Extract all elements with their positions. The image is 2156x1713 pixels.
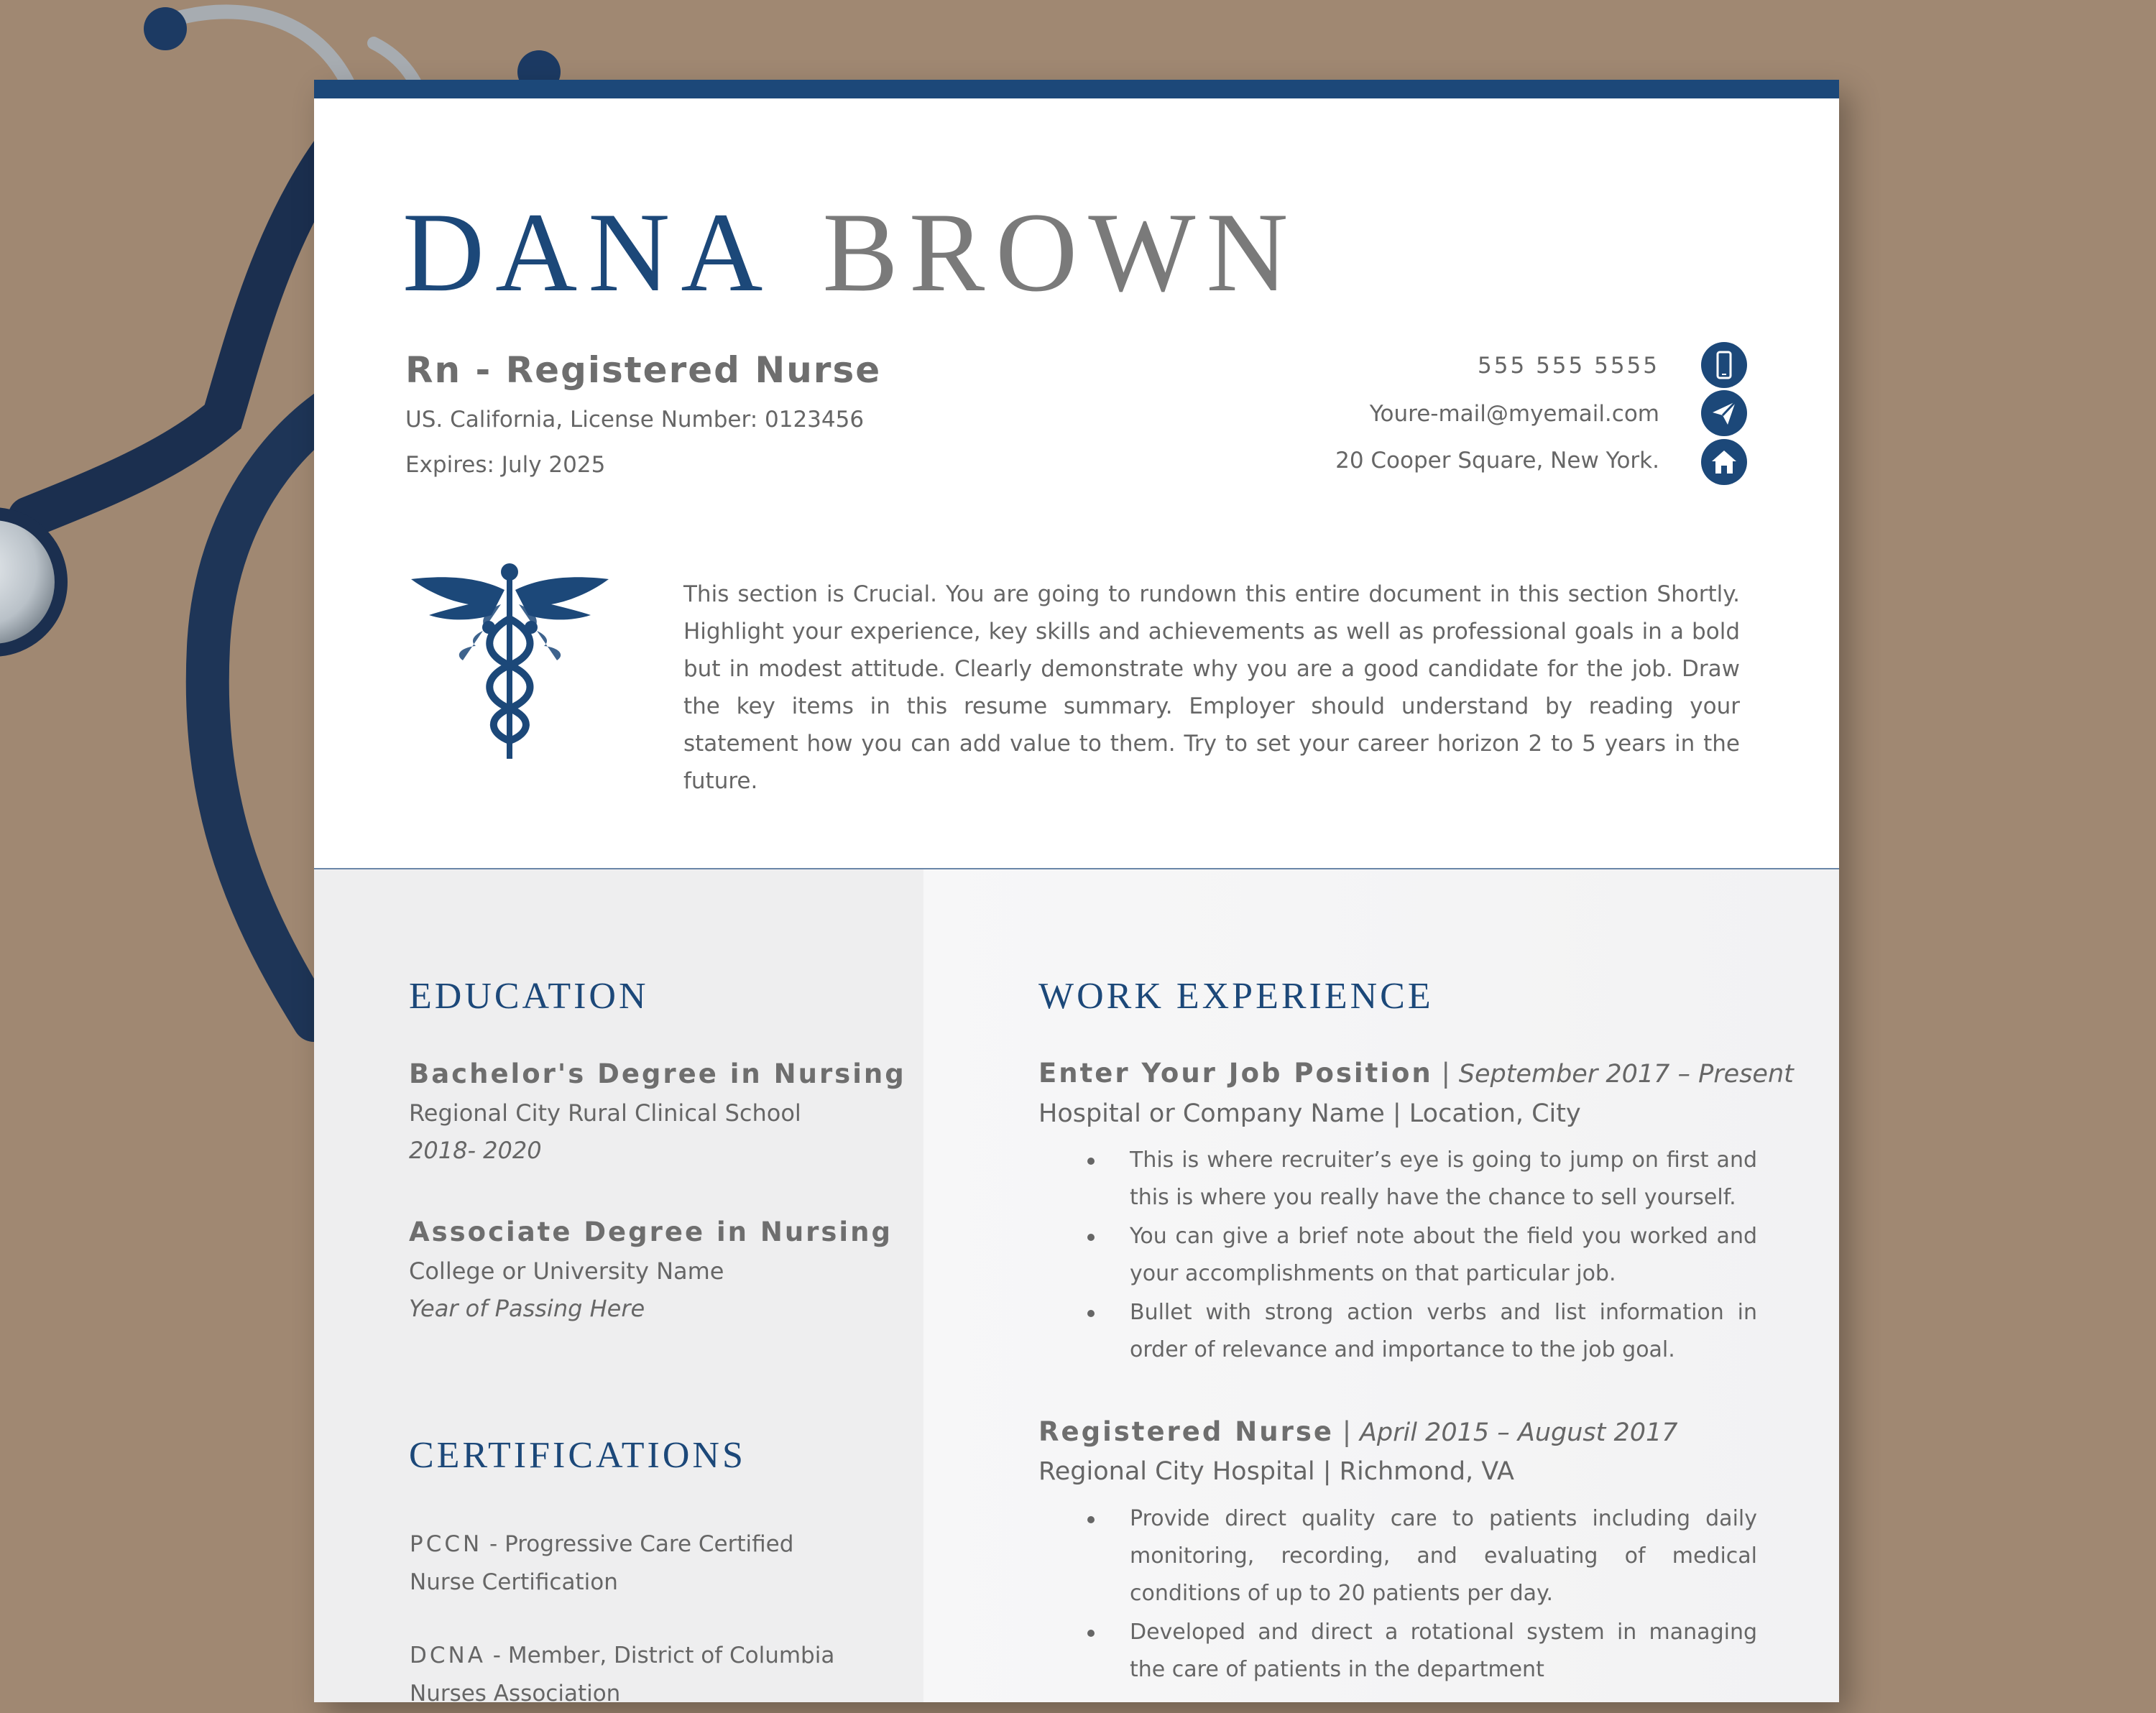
education-heading: EDUCATION [409, 976, 649, 1017]
license-line: US. California, License Number: 0123456 [405, 407, 865, 433]
caduceus-icon [411, 561, 609, 759]
education-years: 2018- 2020 [409, 1137, 542, 1164]
job-dates: September 2017 – Present [1458, 1060, 1794, 1089]
list-item: This is where recruiter’s eye is going to jump on first and this is where you really have the chance to sell yourself. [1038, 1142, 1757, 1216]
full-name [402, 190, 1299, 315]
list-item: Developed and direct a rotational system in managing the care of patients in the department [1038, 1614, 1757, 1689]
work-experience-heading: WORK EXPERIENCE [1038, 976, 1434, 1017]
certification-item [410, 1637, 855, 1713]
certifications-heading: CERTIFICATIONS [409, 1435, 746, 1476]
job-heading: Registered Nurse | April 2015 – August 2017 [1038, 1416, 1678, 1447]
right-column [923, 869, 1839, 1702]
job-position: Registered Nurse [1038, 1416, 1334, 1447]
list-item: Provide direct quality care to patients including daily monitoring, recording, and evaluating of medical conditions of up to 20 patients per day. [1038, 1500, 1757, 1612]
job-company: Hospital or Company Name | Location, City [1038, 1099, 1581, 1128]
job-bullet-list [1038, 1500, 1757, 1690]
resume-page [314, 80, 1839, 1707]
mobile-phone-icon [1701, 342, 1747, 388]
first-name: DANA [402, 190, 774, 315]
paper-plane-icon [1701, 390, 1747, 436]
expires-line: Expires: July 2025 [405, 452, 606, 478]
certification-description: - Progressive Care Certified Nurse Certification [410, 1531, 794, 1595]
job-heading: Enter Your Job Position | September 2017 – Present [1038, 1058, 1794, 1089]
education-years: Year of Passing Here [409, 1295, 645, 1322]
job-bullet-list [1038, 1142, 1757, 1370]
certification-code: DCNA [410, 1643, 486, 1668]
home-icon [1701, 439, 1747, 485]
job-title: Rn - Registered Nurse [405, 349, 882, 391]
summary-text: This section is Crucial. You are going to rundown this entire document in this section Shortly. Highlight your experience, key skills and achievements as well as professional goals in a bold but in modest attitude. Clearly demonstrate why you are a good candidate for the job. Draw the key items in this resume summary. Employer should understand by reading your statement how you can add value to them. Try to set your career horizon 2 to 5 years in the future. [683, 581, 1740, 794]
education-degree: Associate Degree in Nursing [409, 1216, 893, 1247]
education-degree: Bachelor's Degree in Nursing [409, 1058, 906, 1089]
contact-address: 20 Cooper Square, New York. [1335, 448, 1659, 474]
left-column [314, 869, 923, 1707]
top-accent-bar [314, 80, 1839, 98]
contact-phone: 555 555 5555 [1478, 353, 1659, 379]
education-school: Regional City Rural Clinical School [409, 1099, 801, 1127]
contact-email: Youre-mail@myemail.com [1369, 401, 1659, 427]
job-dates: April 2015 – August 2017 [1359, 1418, 1678, 1447]
list-item: You can give a brief note about the field you worked and your accomplishments on that particular job. [1038, 1218, 1757, 1293]
last-name: BROWN [822, 190, 1299, 315]
certification-item [410, 1525, 855, 1602]
bottom-section [314, 869, 1839, 1707]
job-position: Enter Your Job Position [1038, 1058, 1433, 1089]
certification-code: PCCN [410, 1531, 483, 1557]
list-item: Bullet with strong action verbs and list information in order of relevance and importance to the job goal. [1038, 1294, 1757, 1369]
education-school: College or University Name [409, 1257, 724, 1285]
certification-description: - Member, District of Columbia Nurses Association [410, 1643, 835, 1707]
job-company: Regional City Hospital | Richmond, VA [1038, 1457, 1514, 1486]
